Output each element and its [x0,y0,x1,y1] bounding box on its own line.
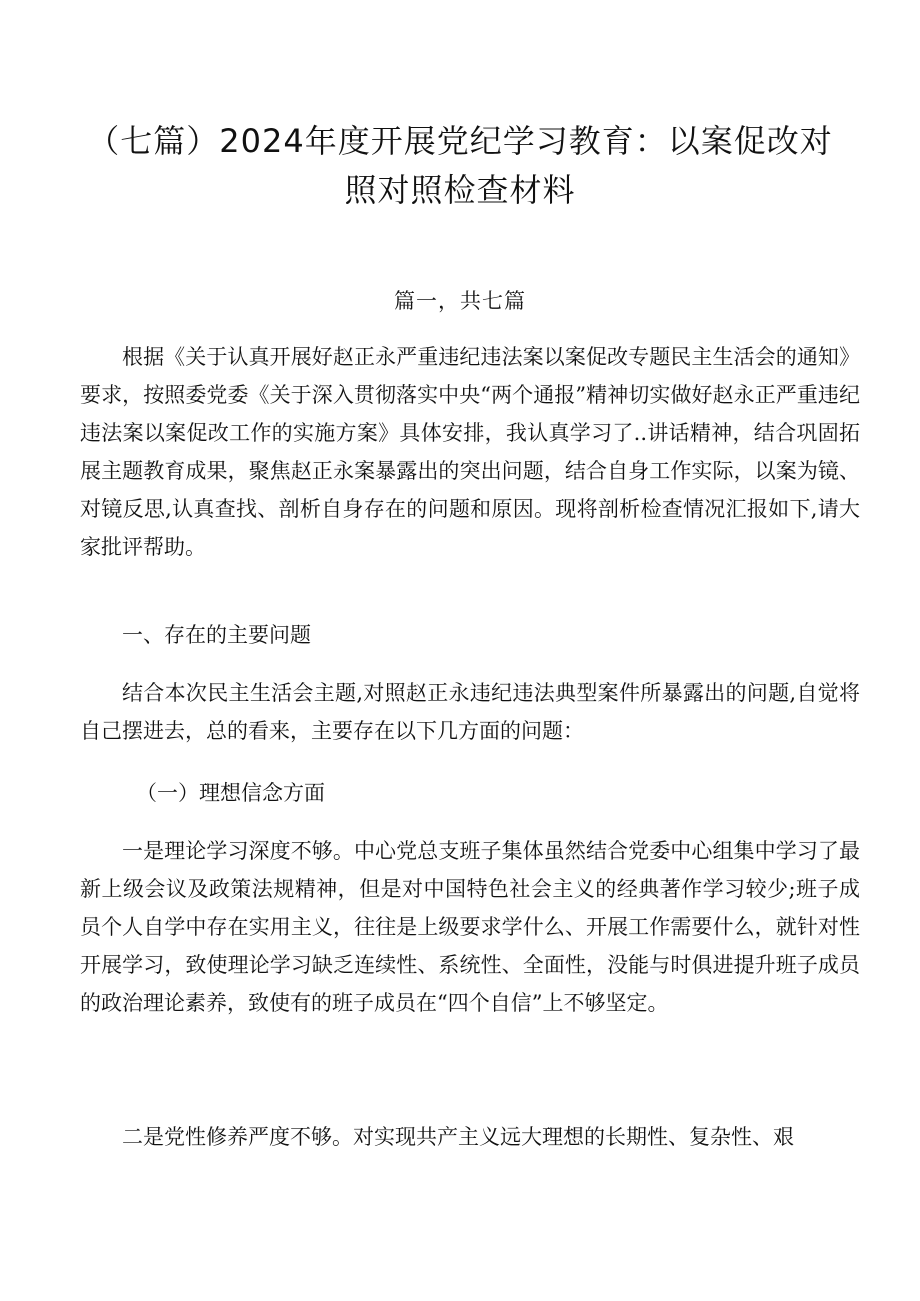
document-title-line-1: （七篇）2024年度开展党纪学习教育：以案促改对 [87,122,833,160]
intro-paragraph: 根据《关于认真开展好赵正永严重违纪违法案以案促改专题民主生活会的通知》要求，按照委党委《关于深入贯彻落实中央“两个通报”精神切实做好赵永正严重违纪违法案以案促改工作的实施方案》具体安排，我认真学习了..讲话精神，结合巩固拓展主题教育成果，聚焦赵正永案暴露出的突出问题，结合自身工作实际，以案为镜、对镜反思,认真查找、剖析自身存在的问题和原因。现将剖析检查情况汇报如下,请大家批评帮助。 [80,345,860,559]
document-title-line-2: 照对照检查材料 [344,171,576,209]
subsection-heading: （一）理想信念方面 [136,781,325,805]
point-one-paragraph: 一是理论学习深度不够。中心党总支班子集体虽然结合党委中心组集中学习了最新上级会议及政策法规精神，但是对中国特色社会主义的经典著作学习较少;班子成员个人自学中存在实用主义，往往是上级要求学什么、开展工作需要什么，就针对性开展学习，致使理论学习缺乏连续性、系统性、全面性，没能与时俱进提升班子成员的政治理论素养，致使有的班子成员在“四个自信”上不够坚定。 [80,839,860,1015]
document-subtitle: 篇一，共七篇 [394,289,526,313]
section-paragraph: 结合本次民主生活会主题,对照赵正永违纪违法典型案件所暴露出的问题,自觉将自己摆进去，总的看来，主要存在以下几方面的问题： [80,681,860,743]
point-two-paragraph: 二是党性修养严度不够。对实现共产主义远大理想的长期性、复杂性、艰 [122,1125,794,1149]
section-heading: 一、存在的主要问题 [122,623,311,647]
